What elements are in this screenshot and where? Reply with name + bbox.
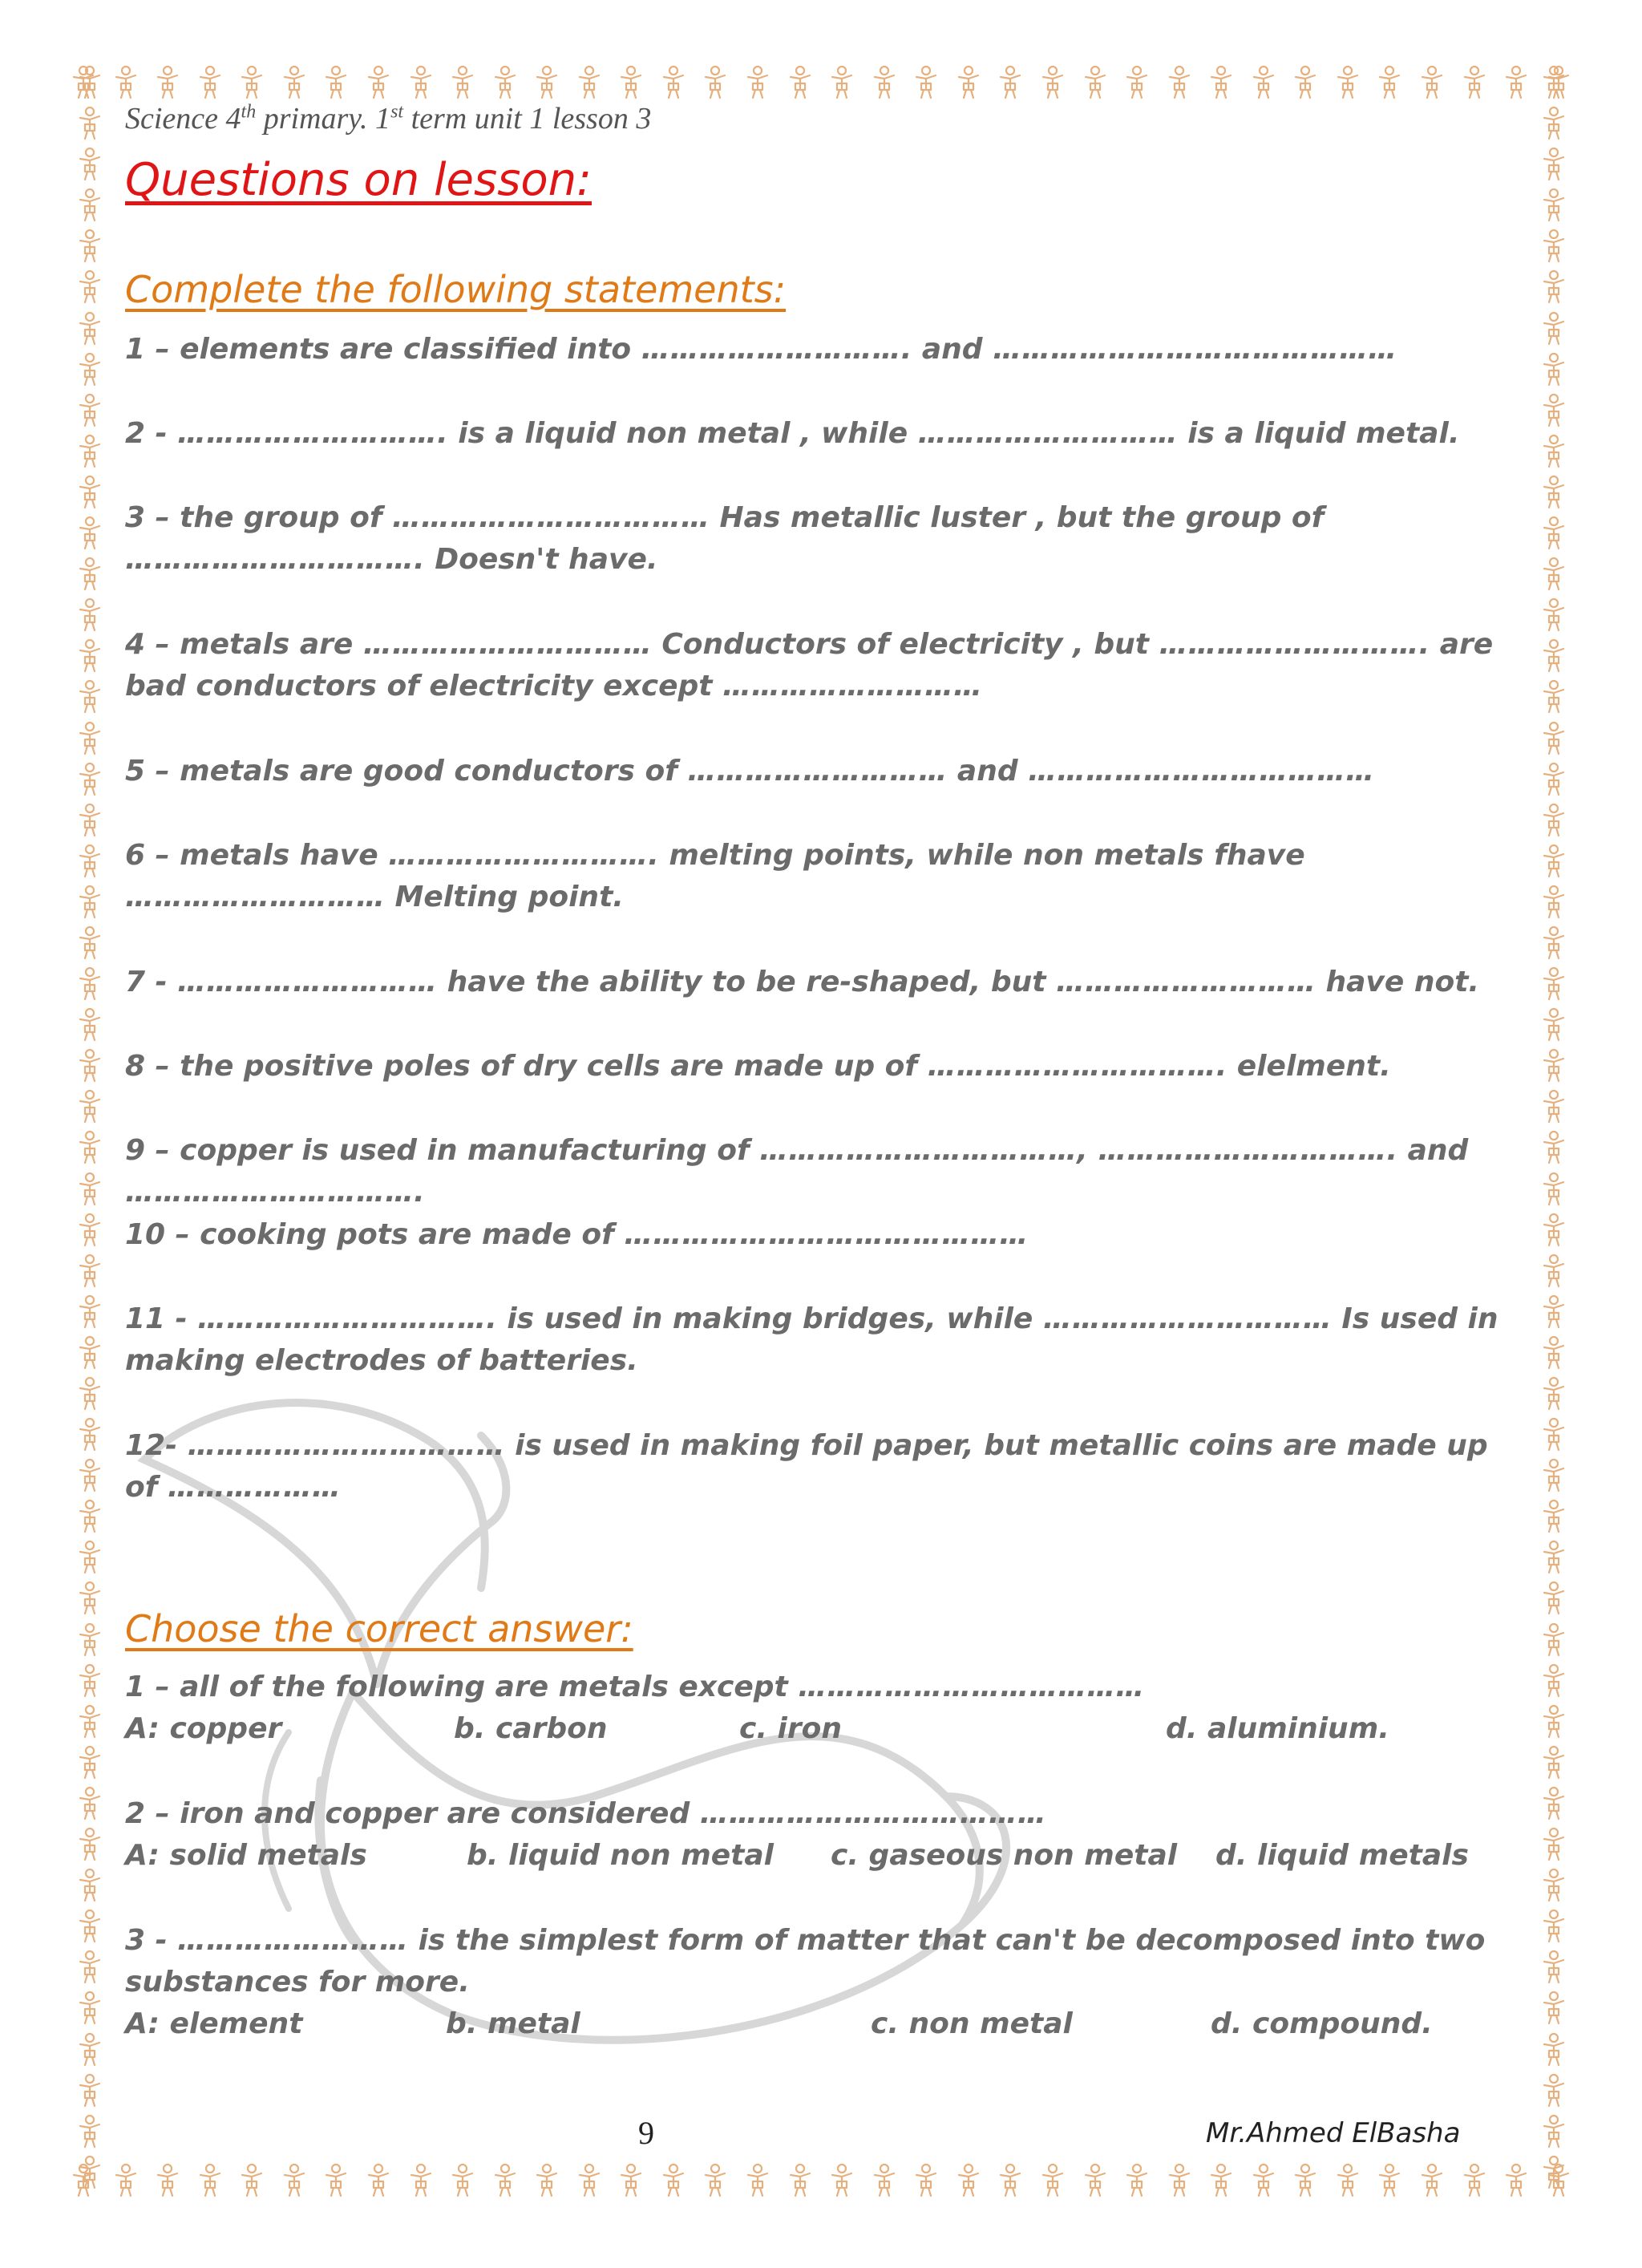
child-figure-icon	[1538, 1334, 1570, 1370]
option-b: b. carbon	[454, 1712, 608, 1745]
child-figure-icon	[74, 556, 106, 591]
child-figure-icon	[742, 64, 774, 99]
child-figure-icon	[1416, 64, 1448, 99]
child-figure-icon	[826, 64, 858, 99]
child-figure-icon	[1538, 433, 1570, 468]
child-figure-icon	[1248, 64, 1280, 99]
page-number: 9	[638, 2115, 654, 2151]
border-bottom	[67, 2162, 1575, 2210]
choose-question-3: 3 - …………………… is the simplest form of matter that can't be decomposed into two substances for more.	[125, 1924, 1486, 1999]
border-left	[66, 64, 114, 2189]
child-figure-icon	[447, 2162, 479, 2197]
child-figure-icon	[868, 64, 900, 99]
child-figure-icon	[1163, 64, 1195, 99]
child-figure-icon	[74, 802, 106, 837]
page-title: Questions on lesson:	[125, 154, 592, 206]
child-figure-icon	[74, 1663, 106, 1698]
complete-item-11: 11 - …………………………. is used in making bridges, while ………………………… Is used in making electrodes of batteries.	[125, 1302, 1498, 1377]
child-figure-icon	[573, 64, 605, 99]
child-figure-icon	[952, 64, 985, 99]
child-figure-icon	[278, 2162, 310, 2197]
child-figure-icon	[74, 1826, 106, 1861]
child-figure-icon	[74, 2072, 106, 2108]
child-figure-icon	[1538, 64, 1570, 99]
child-figure-icon	[1538, 678, 1570, 714]
child-figure-icon	[1289, 2162, 1321, 2197]
child-figure-icon	[1458, 64, 1490, 99]
child-figure-icon	[1538, 351, 1570, 387]
child-figure-icon	[74, 2154, 106, 2189]
child-figure-icon	[74, 1703, 106, 1739]
child-figure-icon	[994, 64, 1026, 99]
child-figure-icon	[74, 925, 106, 960]
child-figure-icon	[489, 2162, 521, 2197]
child-figure-icon	[1538, 1867, 1570, 1902]
child-figure-icon	[74, 351, 106, 387]
child-figure-icon	[236, 64, 268, 99]
child-figure-icon	[657, 2162, 690, 2197]
choose-options-1	[125, 1708, 1520, 1750]
child-figure-icon	[152, 2162, 184, 2197]
child-figure-icon	[910, 64, 942, 99]
child-figure-icon	[74, 310, 106, 346]
border-right	[1530, 64, 1578, 2189]
child-figure-icon	[362, 64, 394, 99]
child-figure-icon	[1538, 187, 1570, 222]
child-figure-icon	[531, 2162, 563, 2197]
child-figure-icon	[74, 1785, 106, 1820]
child-figure-icon	[74, 1047, 106, 1083]
child-figure-icon	[1538, 1294, 1570, 1329]
option-c: c. gaseous non metal	[831, 1839, 1178, 1872]
child-figure-icon	[1538, 1253, 1570, 1288]
child-figure-icon	[1538, 392, 1570, 427]
child-figure-icon	[699, 64, 731, 99]
child-figure-icon	[784, 2162, 816, 2197]
child-figure-icon	[1538, 925, 1570, 960]
child-figure-icon	[1538, 966, 1570, 1001]
child-figure-icon	[74, 1908, 106, 1943]
child-figure-icon	[1538, 1129, 1570, 1164]
child-figure-icon	[1332, 2162, 1364, 2197]
child-figure-icon	[1037, 64, 1069, 99]
child-figure-icon	[74, 1744, 106, 1780]
complete-item-4: 4 – metals are ………………………… Conductors of electricity , but ………………………. are bad conductors of electricity except ………………………	[125, 628, 1494, 703]
child-figure-icon	[1538, 843, 1570, 878]
child-figure-icon	[278, 64, 310, 99]
option-b: b. metal	[446, 2007, 580, 2040]
child-figure-icon	[110, 2162, 142, 2197]
child-figure-icon	[699, 2162, 731, 2197]
child-figure-icon	[1538, 1375, 1570, 1411]
child-figure-icon	[1538, 1088, 1570, 1124]
option-a: A: solid metals	[125, 1839, 367, 1872]
child-figure-icon	[405, 64, 437, 99]
child-figure-icon	[1538, 2113, 1570, 2149]
child-figure-icon	[489, 64, 521, 99]
child-figure-icon	[74, 1580, 106, 1615]
child-figure-icon	[1538, 1826, 1570, 1861]
complete-item-7: 7 - ……………………… have the ability to be re-shaped, but ……………………… have not.	[125, 966, 1480, 998]
complete-item-9: 9 – copper is used in manufacturing of ……………………………, …………………………. and ………………………….	[125, 1134, 1469, 1209]
choose-options-2	[125, 1835, 1520, 1877]
choose-options-3	[125, 2003, 1520, 2045]
child-figure-icon	[74, 187, 106, 222]
child-figure-icon	[1538, 1744, 1570, 1780]
child-figure-icon	[74, 1990, 106, 2025]
child-figure-icon	[74, 1294, 106, 1329]
child-figure-icon	[74, 1457, 106, 1492]
option-a: A: copper	[125, 1712, 282, 1745]
child-figure-icon	[952, 2162, 985, 2197]
option-b: b. liquid non metal	[467, 1839, 774, 1872]
child-figure-icon	[1121, 64, 1153, 99]
child-figure-icon	[1121, 2162, 1153, 2197]
child-figure-icon	[1538, 1416, 1570, 1452]
choose-question-2: 2 – iron and copper are considered ………………………………	[125, 1797, 1046, 1830]
child-figure-icon	[74, 392, 106, 427]
child-figure-icon	[74, 761, 106, 796]
child-figure-icon	[74, 1006, 106, 1042]
child-figure-icon	[1538, 310, 1570, 346]
child-figure-icon	[74, 269, 106, 304]
child-figure-icon	[1538, 1457, 1570, 1492]
child-figure-icon	[320, 2162, 352, 2197]
complete-item-2: 2 - ………………………. is a liquid non metal , while ……………………… is a liquid metal.	[125, 417, 1460, 450]
child-figure-icon	[657, 64, 690, 99]
child-figure-icon	[74, 64, 106, 99]
child-figure-icon	[1538, 2031, 1570, 2067]
child-figure-icon	[1538, 2072, 1570, 2108]
child-figure-icon	[74, 1212, 106, 1247]
child-figure-icon	[74, 2113, 106, 2149]
child-figure-icon	[784, 64, 816, 99]
child-figure-icon	[74, 884, 106, 919]
option-c: c. non metal	[871, 2007, 1073, 2040]
child-figure-icon	[615, 2162, 647, 2197]
child-figure-icon	[1538, 228, 1570, 263]
child-figure-icon	[74, 1539, 106, 1574]
child-figure-icon	[74, 678, 106, 714]
child-figure-icon	[74, 1334, 106, 1370]
child-figure-icon	[1458, 2162, 1490, 2197]
child-figure-icon	[1538, 1663, 1570, 1698]
option-d: d. compound.	[1211, 2007, 1433, 2040]
child-figure-icon	[1163, 2162, 1195, 2197]
child-figure-icon	[74, 1171, 106, 1206]
child-figure-icon	[74, 515, 106, 550]
child-figure-icon	[194, 64, 226, 99]
child-figure-icon	[1079, 2162, 1111, 2197]
child-figure-icon	[74, 146, 106, 181]
complete-item-6: 6 – metals have ………………………. melting points, while non metals fhave ……………………… Melting point.	[125, 839, 1305, 913]
child-figure-icon	[74, 2031, 106, 2067]
child-figure-icon	[868, 2162, 900, 2197]
child-figure-icon	[1289, 64, 1321, 99]
child-figure-icon	[74, 1375, 106, 1411]
child-figure-icon	[74, 228, 106, 263]
child-figure-icon	[74, 474, 106, 509]
child-figure-icon	[74, 638, 106, 673]
choose-section-heading: Choose the correct answer:	[125, 1607, 633, 1650]
child-figure-icon	[74, 597, 106, 632]
child-figure-icon	[1538, 1785, 1570, 1820]
child-figure-icon	[74, 1622, 106, 1657]
child-figure-icon	[1538, 1908, 1570, 1943]
child-figure-icon	[1079, 64, 1111, 99]
child-figure-icon	[1538, 1703, 1570, 1739]
child-figure-icon	[74, 1498, 106, 1533]
author-name: Mr.Ahmed ElBasha	[1206, 2117, 1461, 2149]
option-c: c. iron	[739, 1712, 843, 1745]
child-figure-icon	[74, 720, 106, 755]
complete-item-8: 8 – the positive poles of dry cells are made up of …………………………. elelment.	[125, 1050, 1391, 1083]
child-figure-icon	[1373, 2162, 1405, 2197]
complete-item-1: 1 – elements are classified into ………………………. and ……………………………………	[125, 333, 1397, 366]
child-figure-icon	[1538, 1622, 1570, 1657]
child-figure-icon	[74, 966, 106, 1001]
child-figure-icon	[1538, 802, 1570, 837]
header-course-line: Science 4th primary. 1st term unit 1 lesson 3	[125, 101, 652, 136]
child-figure-icon	[1538, 269, 1570, 304]
child-figure-icon	[1205, 2162, 1237, 2197]
child-figure-icon	[1373, 64, 1405, 99]
child-figure-icon	[826, 2162, 858, 2197]
child-figure-icon	[1538, 1212, 1570, 1247]
child-figure-icon	[742, 2162, 774, 2197]
child-figure-icon	[1538, 1171, 1570, 1206]
child-figure-icon	[74, 1088, 106, 1124]
child-figure-icon	[615, 64, 647, 99]
child-figure-icon	[405, 2162, 437, 2197]
child-figure-icon	[1538, 1539, 1570, 1574]
child-figure-icon	[194, 2162, 226, 2197]
child-figure-icon	[74, 433, 106, 468]
complete-item-5: 5 – metals are good conductors of ……………………… and ………………………………	[125, 755, 1375, 788]
child-figure-icon	[362, 2162, 394, 2197]
child-figure-icon	[1538, 638, 1570, 673]
child-figure-icon	[1248, 2162, 1280, 2197]
child-figure-icon	[152, 64, 184, 99]
complete-section-heading: Complete the following statements:	[125, 268, 787, 311]
child-figure-icon	[320, 64, 352, 99]
child-figure-icon	[74, 105, 106, 140]
child-figure-icon	[74, 1867, 106, 1902]
choose-question-1: 1 – all of the following are metals except ………………………………	[125, 1671, 1145, 1703]
complete-item-10: 10 – cooking pots are made of ……………………………………	[125, 1218, 1029, 1251]
child-figure-icon	[1416, 2162, 1448, 2197]
child-figure-icon	[74, 843, 106, 878]
complete-item-12: 12- …………………………… is used in making foil paper, but metallic coins are made up of ………………	[125, 1429, 1488, 1504]
option-a: A: element	[125, 2007, 303, 2040]
child-figure-icon	[994, 2162, 1026, 2197]
child-figure-icon	[1500, 2162, 1532, 2197]
option-d: d. liquid metals	[1215, 1839, 1469, 1872]
child-figure-icon	[236, 2162, 268, 2197]
child-figure-icon	[110, 64, 142, 99]
child-figure-icon	[1538, 105, 1570, 140]
child-figure-icon	[573, 2162, 605, 2197]
child-figure-icon	[1538, 146, 1570, 181]
child-figure-icon	[74, 1949, 106, 1984]
child-figure-icon	[1332, 64, 1364, 99]
child-figure-icon	[1538, 1047, 1570, 1083]
child-figure-icon	[1538, 1498, 1570, 1533]
child-figure-icon	[531, 64, 563, 99]
child-figure-icon	[1538, 1580, 1570, 1615]
child-figure-icon	[1538, 515, 1570, 550]
child-figure-icon	[1538, 474, 1570, 509]
child-figure-icon	[1538, 720, 1570, 755]
child-figure-icon	[1538, 1006, 1570, 1042]
child-figure-icon	[1538, 1990, 1570, 2025]
child-figure-icon	[910, 2162, 942, 2197]
child-figure-icon	[74, 1129, 106, 1164]
option-d: d. aluminium.	[1166, 1712, 1389, 1745]
child-figure-icon	[1037, 2162, 1069, 2197]
child-figure-icon	[1538, 556, 1570, 591]
child-figure-icon	[1538, 2154, 1570, 2189]
child-figure-icon	[1538, 884, 1570, 919]
child-figure-icon	[1538, 597, 1570, 632]
child-figure-icon	[1500, 64, 1532, 99]
child-figure-icon	[74, 1416, 106, 1452]
child-figure-icon	[1538, 761, 1570, 796]
child-figure-icon	[447, 64, 479, 99]
child-figure-icon	[1538, 1949, 1570, 1984]
child-figure-icon	[74, 1253, 106, 1288]
complete-item-3: 3 – the group of …………………………… Has metallic luster , but the group of …………………………. Doesn't have.	[125, 501, 1325, 576]
child-figure-icon	[1205, 64, 1237, 99]
